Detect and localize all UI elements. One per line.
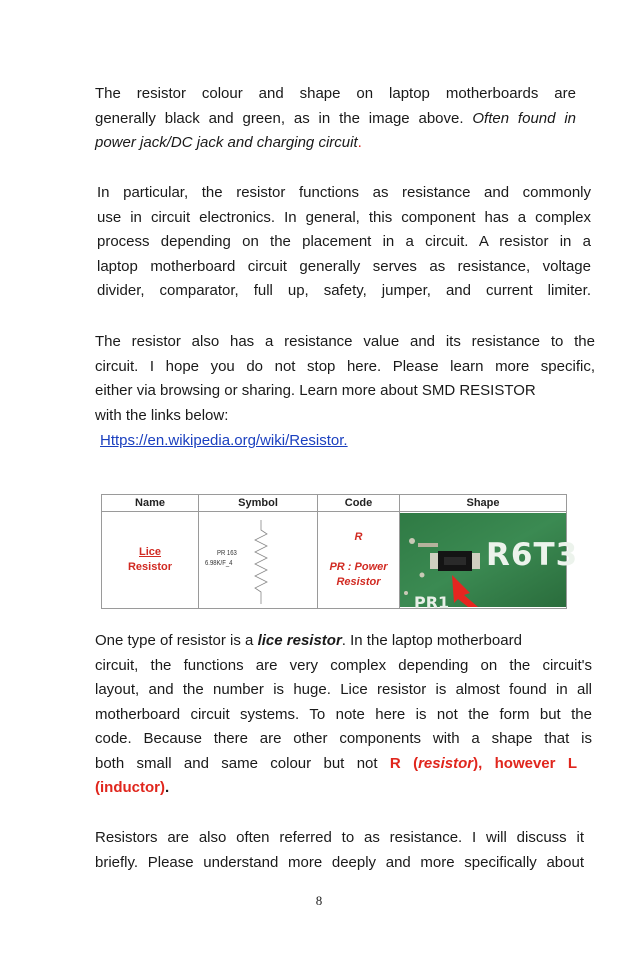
- text-line: The resistor also has a resistance value and its resistance to the: [95, 333, 595, 350]
- text-line: (inductor).: [95, 779, 170, 796]
- text-line: motherboard circuit systems. To note here is not the form but the: [95, 705, 592, 723]
- text-line: code. Because there are other components with a shape that is: [95, 730, 592, 747]
- text-line: divider, comparator, full up, safety, jumper, and current limiter.: [97, 282, 591, 299]
- code-line: PR : Power: [329, 561, 388, 573]
- symbol-designator: PR 163: [217, 550, 237, 557]
- cell-code: [318, 512, 400, 609]
- text-line: layout, and the number is huge. Lice resistor is almost found in all: [95, 681, 592, 698]
- column-header-shape: Shape: [400, 495, 567, 512]
- text-line: One type of resistor is a lice resistor. In the laptop motherboard: [95, 632, 522, 649]
- text-line: laptop motherboard circuit generally serves as resistance, voltage: [97, 257, 591, 275]
- paragraph-resistance-discussion: [95, 826, 584, 875]
- table-row: [102, 512, 567, 609]
- text-line: generally black and green, as in the image above. Often found in: [95, 109, 576, 127]
- resistor-symbol: [199, 512, 317, 608]
- name-line: Lice: [139, 546, 162, 558]
- board-marking: R6T3: [486, 537, 579, 573]
- text-line: both small and same colour but not R (resistor), however L: [95, 754, 578, 772]
- cell-shape: [400, 512, 579, 612]
- board-marking-bottom: PR1: [414, 593, 450, 612]
- resistor-zigzag-icon: [199, 512, 317, 608]
- text-line: either via browsing or sharing. Learn more about SMD RESISTOR: [95, 382, 536, 399]
- text-line: circuit. I hope you do not stop here. Please learn more specific,: [95, 357, 595, 375]
- text-line: circuit, the functions are very complex depending on the circuit's: [95, 656, 592, 674]
- wikipedia-resistor-link[interactable]: Https://en.wikipedia.org/wiki/Resistor.: [100, 432, 348, 449]
- paragraph-resistor-colour: [95, 82, 576, 156]
- text-line: The resistor colour and shape on laptop motherboards are: [95, 85, 576, 102]
- column-header-symbol: Symbol: [199, 495, 318, 512]
- text-line: process depending on the placement in a circuit. A resistor in a: [97, 233, 591, 250]
- text-line: Resistors are also often referred to as resistance. I will discuss it: [95, 829, 584, 846]
- text-line: briefly. Please understand more deeply and more specifically about: [95, 853, 584, 871]
- column-header-code: Code: [318, 495, 400, 512]
- text-line: with the links below:: [95, 406, 229, 424]
- text-line: In particular, the resistor functions as resistance and commonly: [97, 184, 591, 201]
- page-number: 8: [315, 893, 323, 908]
- cell-symbol: [199, 512, 318, 609]
- text-line: power jack/DC jack and charging circuit.: [95, 134, 362, 151]
- table-header-row: [102, 495, 567, 512]
- paragraph-resistance-value: [95, 330, 595, 428]
- column-header-name: Name: [102, 495, 199, 512]
- paragraph-resistor-function: [97, 181, 591, 304]
- paragraph-lice-resistor: [95, 629, 592, 801]
- motherboard-resistor-photo: [400, 513, 579, 612]
- name-line: Resistor: [127, 561, 173, 573]
- code-letter: R: [354, 531, 363, 543]
- symbol-value: 6.98K/F_4: [205, 560, 233, 567]
- resistor-component-table: [101, 494, 579, 612]
- text-line: use in circuit electronics. In general, this component has a complex: [97, 208, 591, 226]
- cell-name: [102, 512, 199, 609]
- code-line: Resistor: [336, 576, 381, 588]
